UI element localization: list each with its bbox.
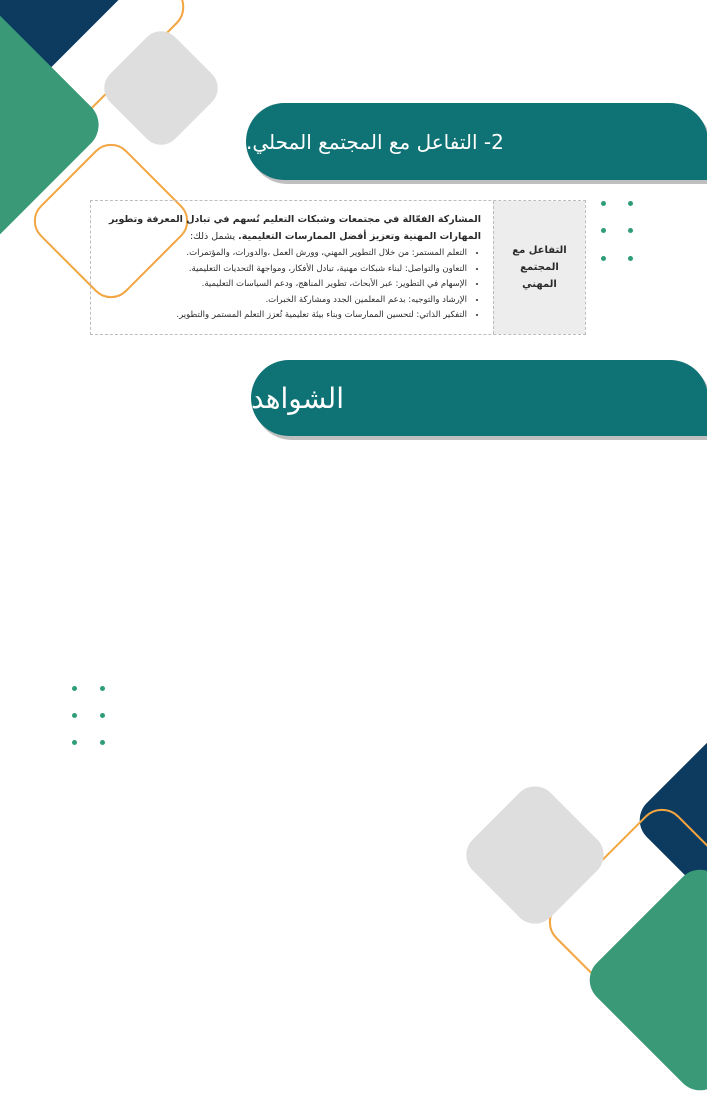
intro-paragraph — [103, 211, 481, 245]
list-item: • الإرشاد والتوجيه: بدعم المعلمين الجدد ومشاركة الخبرات. — [103, 293, 467, 309]
dot — [100, 740, 105, 745]
section-title: الشواهد — [251, 381, 344, 415]
section-banner-community — [246, 103, 707, 180]
table-header-cell — [493, 201, 585, 334]
section-title: 2- التفاعل مع المجتمع المحلي. — [246, 129, 504, 154]
list-item: • التعلم المستمر: من خلال التطوير المهني، وورش العمل ،والدورات، والمؤتمرات. — [103, 246, 467, 262]
dot — [100, 686, 105, 691]
points-list — [103, 246, 481, 324]
dot — [628, 256, 633, 261]
dot — [601, 256, 606, 261]
list-item: • التفكير الذاتي: لتحسين الممارسات وبناء بيئة تعليمية تُعزز التعلم المستمر والتطوير. — [103, 308, 467, 324]
section-banner-evidence — [251, 360, 707, 436]
dot — [601, 201, 606, 206]
list-item: • التعاون والتواصل: لبناء شبكات مهنية، تبادل الأفكار، ومواجهة التحديات التعليمية. — [103, 262, 467, 278]
dot — [100, 713, 105, 718]
dot — [601, 228, 606, 233]
dot — [72, 686, 77, 691]
dot — [72, 713, 77, 718]
dot — [628, 201, 633, 206]
list-item: • الإسهام في التطوير: عبر الأبحاث، تطوير المناهج، ودعم السياسات التعليمية. — [103, 277, 467, 293]
intro-rest-text: يشمل ذلك: — [189, 231, 239, 242]
intro-bold-text: المشاركة الفعّالة في مجتمعات وشبكات التعليم تُسهم في تبادل المعرفة وتطوير المهارات المهنية وتعزيز أفضل الممارسات التعليمية. — [108, 214, 481, 242]
info-table — [90, 200, 586, 335]
dot — [72, 740, 77, 745]
dot — [628, 228, 633, 233]
table-header-label: التفاعل مع المجتمع المهني — [512, 245, 567, 290]
table-content-cell — [91, 201, 493, 334]
